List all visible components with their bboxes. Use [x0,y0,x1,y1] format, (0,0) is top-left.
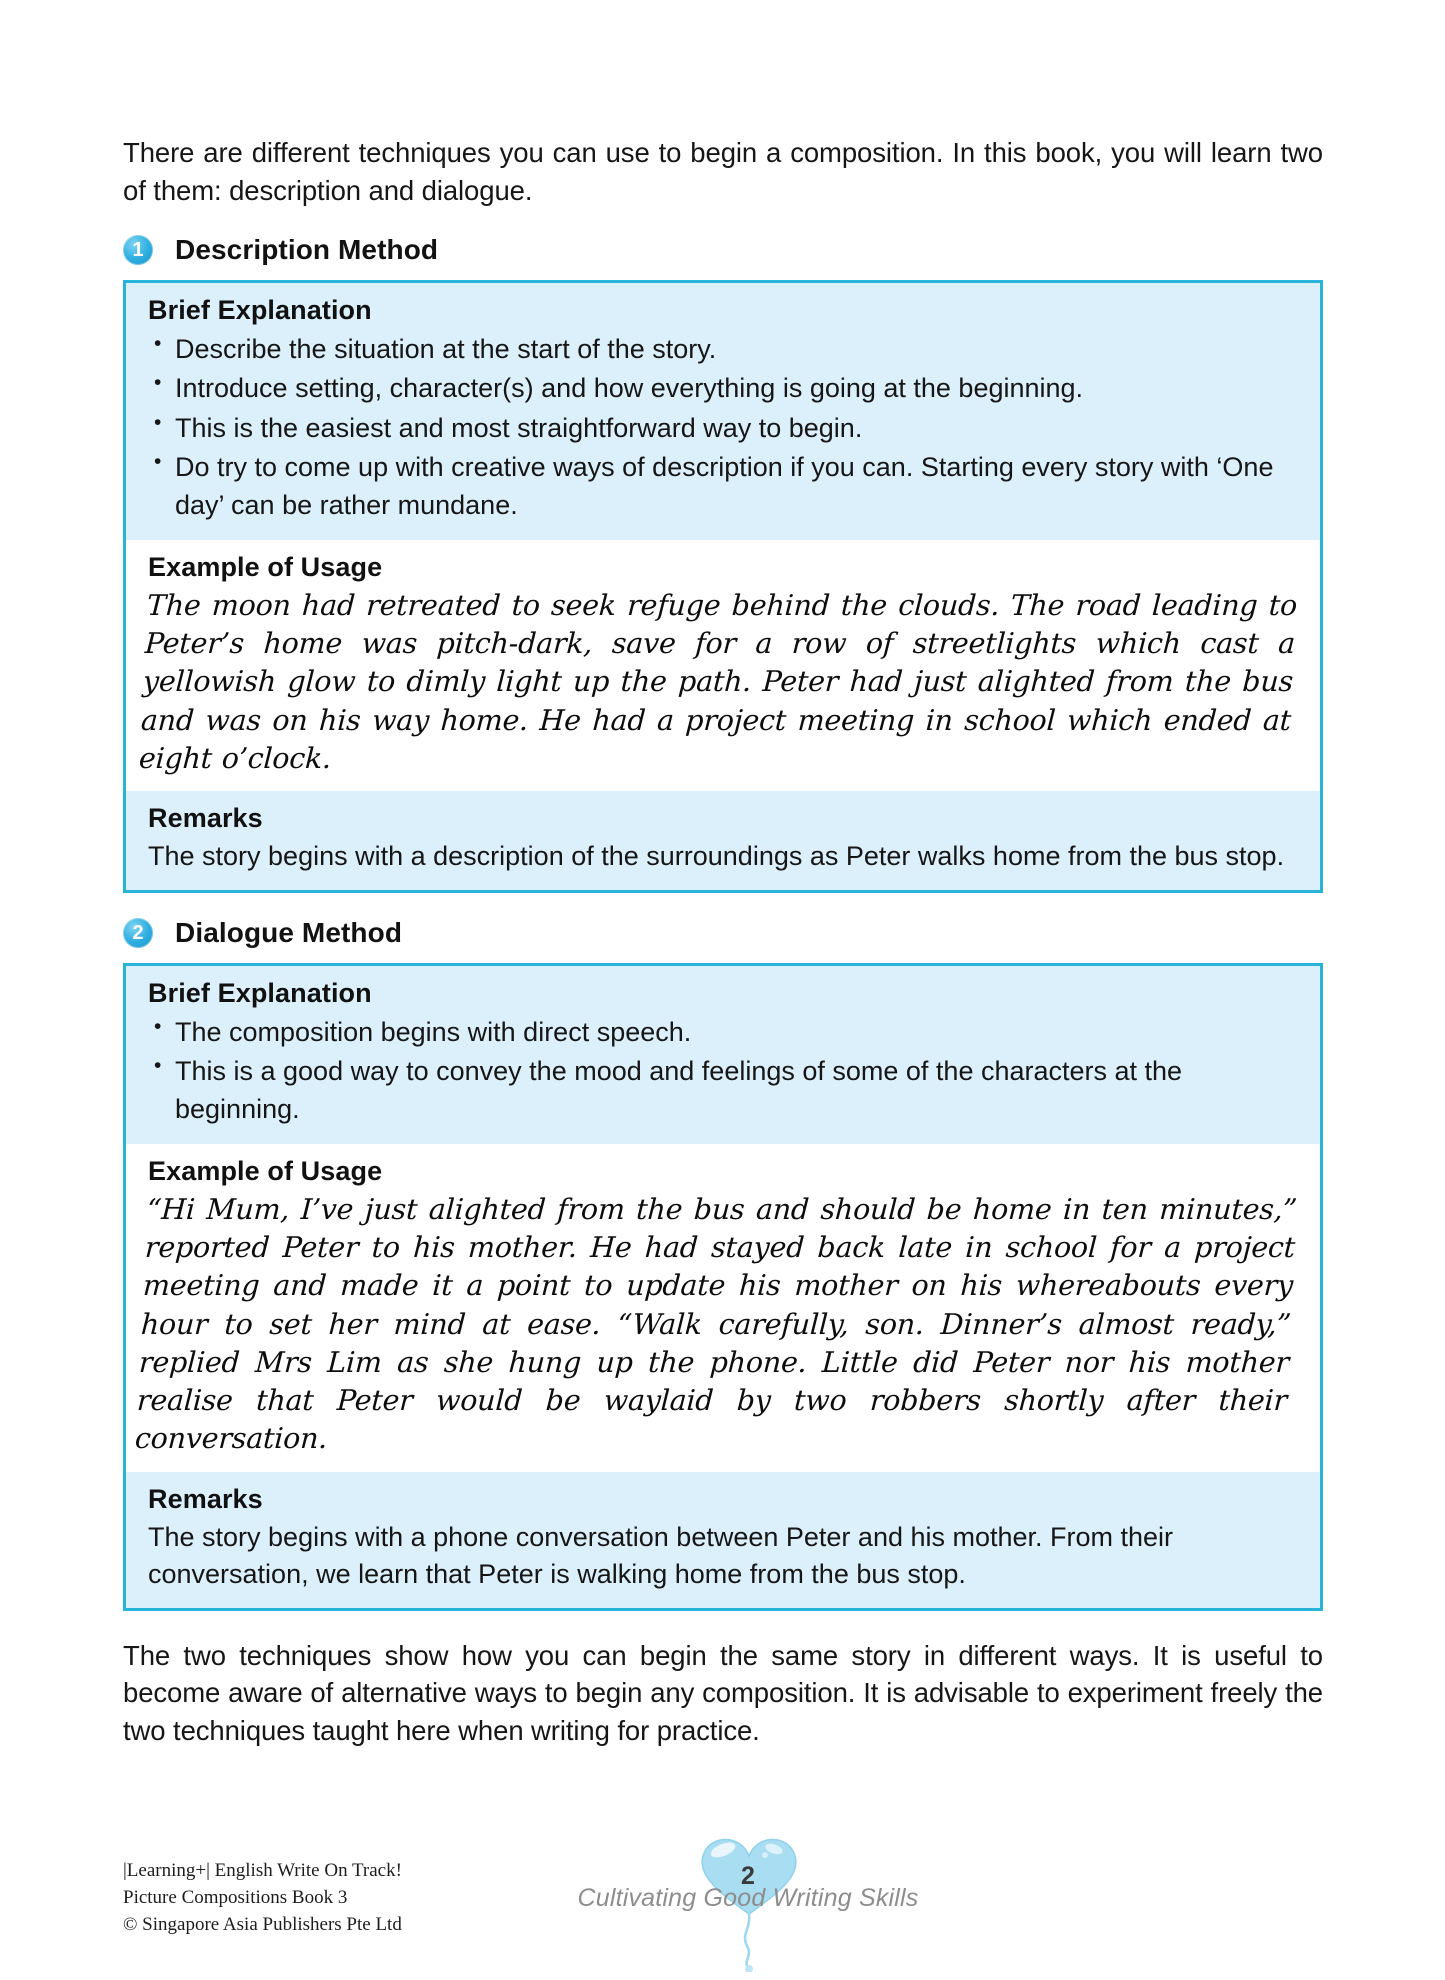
page-footer [123,1858,1323,1968]
footer-balloon-group [577,1822,919,1972]
list-item: • This is a good way to convey the mood and feelings of some of the characters at the beginning. [148,1052,1298,1129]
footer-book-line: Picture Compositions Book 3 [123,1886,348,1908]
example-of-usage-section-1 [126,540,1320,792]
method-heading-description [123,234,1323,266]
list-item: • Do try to come up with creative ways of description if you can. Starting every story with ‘One day’ can be rather mundane. [148,448,1298,525]
brief-explanation-list-1 [148,330,1298,525]
intro-paragraph: There are different techniques you can use to begin a composition. In this book, you will learn two of them: description and dialogue. [123,137,1323,206]
footer-imprint [123,1858,402,1939]
remarks-text-1: The story begins with a description of the surroundings as Peter walks home from the bus stop. [148,841,1285,872]
example-of-usage-text-1: The moon had retreated to seek refuge behind the clouds. The road leading to Peter’s home was pitch-dark, save for a row of streetlights which cast a yellowish glow to dimly light up the path. Peter had just alighted from the bus and was on his way home. He had a project meeting in school which ended at eight o’clock. [138,588,1298,775]
list-item: • This is the easiest and most straightforward way to begin. [148,409,1298,447]
method-box-dialogue [123,963,1323,1611]
brief-explanation-section-2 [126,966,1320,1144]
brief-explanation-title-1: Brief Explanation [148,294,372,325]
page-number: 2 [741,1862,755,1890]
brief-explanation-list-2 [148,1013,1298,1129]
remarks-title-2: Remarks [148,1484,263,1514]
example-of-usage-title-2: Example of Usage [148,1155,383,1186]
brief-explanation-title-2: Brief Explanation [148,977,372,1008]
outro-paragraph: The two techniques show how you can begin the same story in different ways. It is useful to become aware of alternative ways to begin any composition. It is advisable to experiment freely the two techniques taught here when writing for practice. [123,1639,1323,1747]
example-of-usage-text-2: “Hi Mum, I’ve just alighted from the bus and should be home in ten minutes,” reported Peter to his mother. He had stayed back late in school for a project meeting and made it a point to update his mother on his whereabouts every hour to set her mind at ease. “Walk carefully, son. Dinner’s almost ready,” replied Mrs Lim as she hung up the phone. Little did Peter nor his mother realise that Peter would be waylaid by two robbers shortly after their conversation. [134,1192,1298,1455]
method-number-badge-1: 1 [123,235,153,265]
list-item: • Introduce setting, character(s) and how everything is going at the beginning. [148,369,1298,407]
brief-explanation-section-1 [126,283,1320,540]
example-of-usage-title-1: Example of Usage [148,551,383,582]
method-title-2: Dialogue Method [175,916,403,948]
method-box-description [123,280,1323,893]
footer-tagline: Cultivating Good Writing Skills [577,1884,919,1912]
remarks-section-2 [126,1472,1320,1608]
footer-series-line: |Learning+| English Write On Track! [123,1860,402,1881]
page-content [123,134,1323,1756]
list-item: • Describe the situation at the start of the story. [148,330,1298,368]
method-number-badge-2: 2 [123,918,153,948]
example-of-usage-section-2 [126,1144,1320,1472]
footer-copyright-line: © Singapore Asia Publishers Pte Ltd [123,1913,402,1935]
remarks-text-2: The story begins with a phone conversation between Peter and his mother. From their conversation, we learn that Peter is walking home from the bus stop. [148,1522,1174,1590]
method-heading-dialogue [123,917,1323,949]
method-title-1: Description Method [175,233,439,265]
remarks-title-1: Remarks [148,803,263,834]
list-item: • The composition begins with direct speech. [148,1013,1298,1051]
remarks-section-1 [126,791,1320,889]
